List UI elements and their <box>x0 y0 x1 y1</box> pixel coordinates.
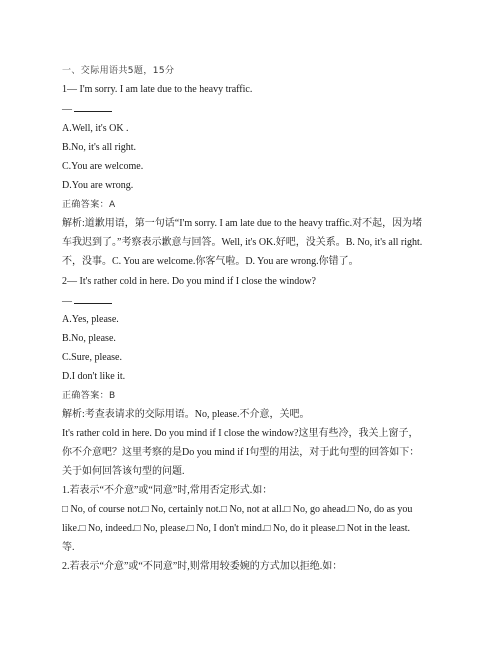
question-2-explanation-line: □ No, of course not.□ No, certainly not.□ No, not at all.□ No, go ahead.□ No, do as you <box>62 504 413 515</box>
question-1-answer-blank <box>62 103 112 116</box>
section-title: 一、交际用语共5题，15分 <box>62 66 175 76</box>
question-1-option-d: D.You are wrong. <box>62 180 134 191</box>
question-2-explanation-line: 关于如何回答该句型的问题. <box>62 466 185 477</box>
question-2-option-d: D.I don't like it. <box>62 371 126 382</box>
question-2-option-c: C.Sure, please. <box>62 352 122 363</box>
question-2-explanation-line: 解析:考查表请求的交际用语。No, please.不介意，关吧。 <box>62 409 310 420</box>
question-2-explanation-line: like.□ No, indeed.□ No, please.□ No, I don't mind.□ No, do it please.□ Not in the least. <box>62 523 411 534</box>
question-1-correct-answer: 正确答案：A <box>62 200 116 210</box>
question-2-option-b: B.No, please. <box>62 333 116 344</box>
dash: — <box>62 104 72 115</box>
question-1-explanation-line: 车我迟到了。”考察表示歉意与回答。Well, it's OK.好吧，没关系。B. No, it's all right. <box>62 237 423 248</box>
question-2-option-a: A.Yes, please. <box>62 314 119 325</box>
question-2-explanation-line: 2.若表示“介意”或“不同意”时,则常用较委婉的方式加以拒绝.如： <box>62 561 343 572</box>
question-2-correct-answer: 正确答案：B <box>62 391 116 401</box>
question-2-explanation-line: 等. <box>62 542 75 553</box>
blank-line <box>74 295 112 304</box>
question-2-answer-blank <box>62 295 112 308</box>
question-2-explanation-line: 你不介意吧？这里考察的是Do you mind if I句型的用法，对于此句型的回答如下： <box>62 447 420 458</box>
dash: — <box>62 296 72 307</box>
question-1-explanation-line: 不，没事。C. You are welcome.你客气啦。D. You are wrong.你错了。 <box>62 256 359 267</box>
question-1-option-a: A.Well, it's OK . <box>62 123 129 134</box>
question-1-option-c: C.You are welcome. <box>62 161 144 172</box>
question-1-option-b: B.No, it's all right. <box>62 142 137 153</box>
question-2-text: 2— It's rather cold in here. Do you mind if I close the window? <box>62 276 316 287</box>
blank-line <box>74 103 112 112</box>
question-1-text: 1— I'm sorry. I am late due to the heavy traffic. <box>62 84 253 95</box>
question-1-explanation-line: 解析:道歉用语，第一句话“I'm sorry. I am late due to the heavy traffic.对不起，因为堵 <box>62 218 423 229</box>
question-2-explanation-line: It's rather cold in here. Do you mind if I close the window?这里有些冷，我关上窗子， <box>62 428 419 439</box>
question-2-explanation-line: 1.若表示“不介意”或“同意”时,常用否定形式.如： <box>62 485 273 496</box>
